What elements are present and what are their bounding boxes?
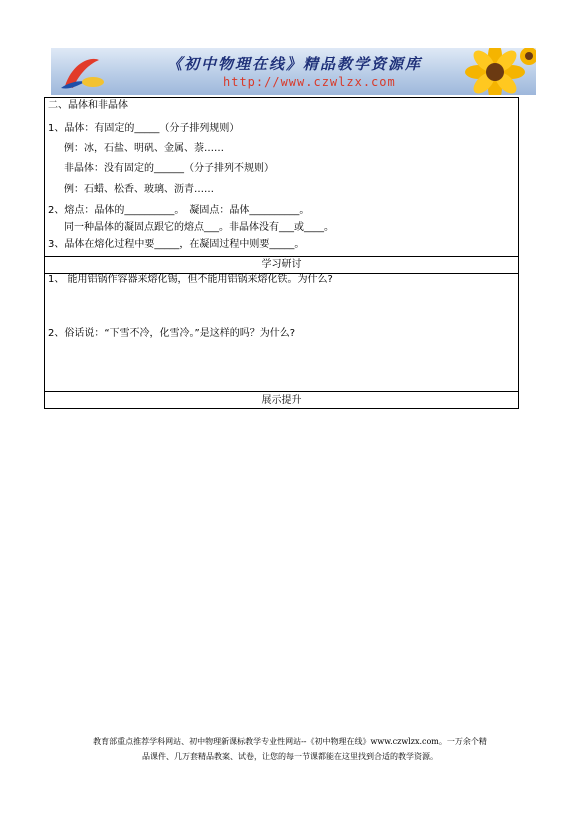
header-banner [51, 48, 536, 95]
sunflower-icon [443, 48, 536, 95]
melting-point-line: 2、熔点：晶体的__________。 凝固点：晶体__________。 [48, 205, 310, 216]
freezing-point-line: 同一种晶体的凝固点跟它的熔点___。非晶体没有___或____。 [64, 222, 334, 233]
worksheet-table [44, 97, 519, 409]
crystal-definition: 1、晶体：有固定的_____（分子排列规则） [48, 123, 240, 134]
question-1: 1、 能用铝锅作容器来熔化锡，但不能用铝锅来熔化铁。为什么? [48, 274, 333, 285]
footer-line-1: 教育部重点推荐学科网站、初中物理新课标教学专业性网站--《初中物理在线》www.czwlzx.com。一万余个精 [93, 737, 487, 746]
site-logo [55, 52, 115, 92]
heat-transfer-line: 3、晶体在熔化过程中要_____，在凝固过程中则要_____。 [48, 239, 305, 250]
crystal-section [45, 98, 518, 257]
footer-line-2: 品课件、几万套精品教案、试卷，让您的每一节课都能在这里找到合适的教学资源。 [142, 752, 438, 761]
section-title: 二、晶体和非晶体 [48, 100, 128, 111]
study-section [45, 274, 518, 392]
crystal-examples: 例：冰，石盐、明矾、金属、萘…… [64, 143, 224, 154]
site-title: 《初中物理在线》精品教学资源库 [167, 55, 423, 73]
site-url[interactable]: http://www.czwlzx.com [223, 75, 396, 89]
amorphous-definition: 非晶体：没有固定的______（分子排列不规则） [64, 163, 274, 174]
study-header: 学习研讨 [45, 256, 518, 274]
display-header: 展示提升 [261, 395, 302, 406]
amorphous-examples: 例：石蜡、松香、玻璃、沥青…… [64, 184, 214, 195]
question-2: 2、俗话说：“下雪不冷，化雪冷。”是这样的吗？为什么? [48, 328, 296, 339]
